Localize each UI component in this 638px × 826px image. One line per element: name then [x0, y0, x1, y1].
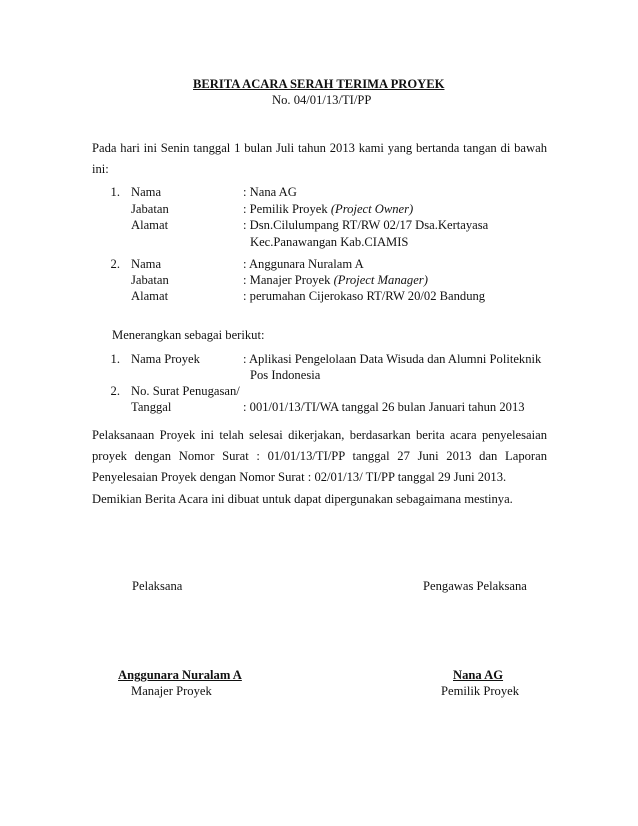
right-role-heading: Pengawas Pelaksana	[423, 579, 527, 593]
party-1-alamat-value: : Dsn.Cilulumpang RT/RW 02/17 Dsa.Kertayasa	[243, 218, 489, 232]
party-2-jabatan-english: (Project Manager)	[333, 273, 428, 287]
party-2-nama-value: : Anggunara Nuralam A	[243, 257, 364, 271]
left-signatory-name: Anggunara Nuralam A	[118, 668, 242, 682]
explain-item-1-value-line2: Pos Indonesia	[250, 368, 321, 382]
document-number: No. 04/01/13/TI/PP	[272, 93, 372, 107]
party-2-jabatan-label: Jabatan	[131, 273, 169, 287]
explain-item-1-label: Nama Proyek	[131, 352, 200, 366]
party-2-alamat-label: Alamat	[131, 289, 169, 303]
party-1-alamat-value-line2: Kec.Panawangan Kab.CIAMIS	[250, 235, 409, 249]
party-1-nama-label: Nama	[131, 185, 162, 199]
party-2-jabatan-value: : Manajer Proyek (Project Manager)	[243, 273, 428, 287]
party-2-alamat-value: : perumahan Cijerokaso RT/RW 20/02 Bandung	[243, 289, 486, 303]
party-1-jabatan-english: (Project Owner)	[330, 202, 414, 216]
explain-item-1-number: 1.	[110, 352, 120, 366]
party-1-alamat-label: Alamat	[131, 218, 169, 232]
explain-item-1-value: : Aplikasi Pengelolaan Data Wisuda dan Alumni Politeknik	[243, 352, 542, 366]
left-signatory-title: Manajer Proyek	[131, 684, 212, 698]
party-1-nama-value: : Nana AG	[243, 185, 297, 199]
party-2-number: 2.	[110, 257, 120, 271]
explain-item-2-label: No. Surat Penugasan/	[131, 384, 240, 398]
explain-intro: Menerangkan sebagai berikut:	[112, 328, 265, 342]
opening-paragraph: Pada hari ini Senin tanggal 1 bulan Juli tahun 2013 kami yang bertanda tangan di bawah ini:	[92, 141, 547, 176]
right-signatory-name: Nana AG	[453, 668, 504, 682]
body-paragraph: Pelaksanaan Proyek ini telah selesai dikerjakan, berdasarkan berita acara penyelesaian proyek dengan Nomor Surat : 01/01/13/TI/PP tanggal 27 Juni 2013 dan Laporan Penyelesaian Proyek dengan Nomor Surat : 02/01/13/ TI/PP tanggal 29 Juni 2013.	[92, 428, 547, 484]
party-1-jabatan-value: : Pemilik Proyek (Project Owner)	[243, 202, 414, 216]
party-1-number: 1.	[110, 185, 120, 199]
party-2-nama-label: Nama	[131, 257, 162, 271]
explain-item-2-number: 2.	[110, 384, 120, 398]
party-1-jabatan-label: Jabatan	[131, 202, 169, 216]
document-title: BERITA ACARA SERAH TERIMA PROYEK	[193, 77, 445, 91]
explain-item-2-value: : 001/01/13/TI/WA tanggal 26 bulan Januari tahun 2013	[243, 400, 525, 414]
left-role-heading: Pelaksana	[132, 579, 183, 593]
closing-statement: Demikian Berita Acara ini dibuat untuk dapat dipergunakan sebagaimana mestinya.	[92, 492, 513, 506]
right-signatory-title: Pemilik Proyek	[441, 684, 520, 698]
explain-item-2-label-line2: Tanggal	[131, 400, 172, 414]
